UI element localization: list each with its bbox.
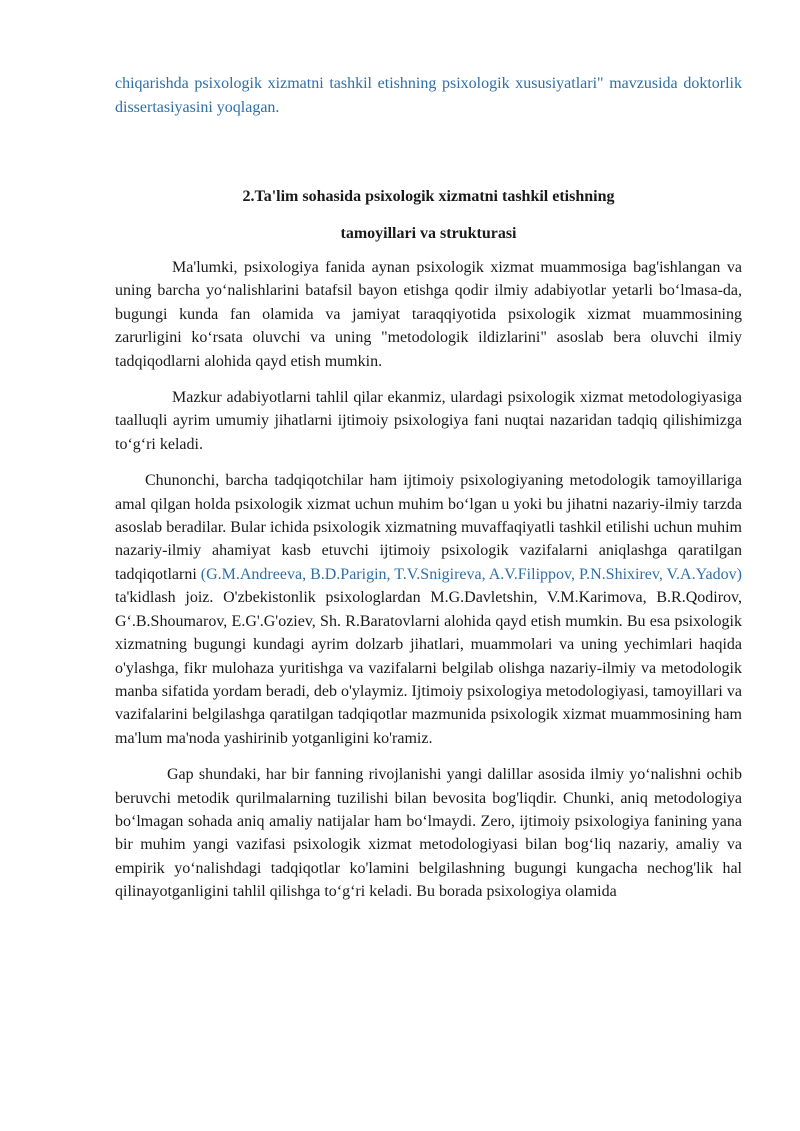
author-citation: (G.M.Andreeva, B.D.Parigin, T.V.Snigireva, A.V.Filippov, P.N.Shixirev, V.A.Yadov) bbox=[200, 565, 742, 583]
paragraph-3-text-end: ta'kidlash joiz. O'zbekistonlik psixologlardan M.G.Davletshin, V.M.Karimova, B.R.Qodirov, G‘.B.Shoumarov, E.G'.G'oziev, Sh. R.Baratovlarni alohida qayd etish mumkin. Bu esa psixologik xizmatning bugungi kundagi ayrim dolzarb jihatlari, muammolari va uning yechimlari haqida o'ylashga, fikr mulohaza yuritishga va vazifalarni belgilab olishga nazariy-ilmiy va metodologik manba sifatida yordam beradi, deb o'ylaymiz. Ijtimoiy psixologiya metodologiyasi, tamoyillari va vazifalarini belgilashga qaratilgan tadqiqotlar mazmunida psixologik xizmat muammosining ham ma'lum ma'noda yashirinib yotganligini ko'ramiz. bbox=[115, 589, 742, 747]
paragraph-3-text-start: Chunonchi, barcha tadqiqotchilar ham ijtimoiy psixologiyaning metodologik tamoyillariga amal qilgan holda psixologik xizmat uchun muhim bo‘lgan u yoki bu jihatni nazariy-ilmiy tarzda asoslab beradilar. Bular ichida psixologik xizmatning muvaffaqiyatli tashkil etilishi uchun muhim nazariy-ilmiy ahamiyat kasb etuvchi ijtimoiy psixologik vazifalarni aniqlashga qaratilgan tadqiqotlarni bbox=[115, 472, 742, 583]
paragraph-3 bbox=[115, 469, 742, 750]
paragraph-2: Mazkur adabiyotlarni tahlil qilar ekanmiz, ulardagi psixologik xizmat metodologiyasiga taalluqli ayrim umumiy jihatlarni ijtimoiy psixologiya fani nuqtai nazaridan tadqiq qilishimizga to‘g‘ri keladi. bbox=[115, 389, 742, 453]
section-heading-line2: tamoyillari va strukturasi bbox=[340, 225, 517, 242]
document-page bbox=[115, 72, 742, 904]
paragraph-4: Gap shundaki, har bir fanning rivojlanishi yangi dalillar asosida ilmiy yo‘nalishni ochib beruvchi metodik qurilmalarning tuzilishi bilan bevosita bog'liqdir. Chunki, aniq metodologiya bo‘lmagan sohada aniq amaliy natijalar ham bo‘lmaydi. Zero, ijtimoiy psixologiya fanining yana bir muhim yangi vazifasi psixologik xizmat metodologiyasi bilan bog‘liq nazariy, amaliy va empirik yo‘nalishdagi tadqiqotlar ko'lamini belgilashning bugungi kungacha nechog'lik hal qilinayotganligini tahlil qilishga to‘g‘ri keladi. Bu borada psixologiya olamida bbox=[115, 766, 742, 901]
intro-text: chiqarishda psixologik xizmatni tashkil etishning psixologik xususiyatlari" mavzusida doktorlik dissertasiyasini yoqlagan. bbox=[115, 75, 742, 116]
paragraph-1: Ma'lumki, psixologiya fanida aynan psixologik xizmat muammosiga bag'ishlangan va uning barcha yo‘nalishlarini batafsil bayon etishga qodir ilmiy adabiyotlar yetarli bo‘lmasa-da, bugungi kunda fan olamida va jamiyat taraqqiyotida psixologik xizmat muammosining zarurligini ko‘rsata oluvchi va uning "metodologik ildizlarini" asoslab bera oluvchi ilmiy tadqiqodlarni alohida qayd etish mumkin. bbox=[115, 259, 742, 370]
section-heading-line1: 2.Ta'lim sohasida psixologik xizmatni tashkil etishning bbox=[242, 188, 615, 205]
